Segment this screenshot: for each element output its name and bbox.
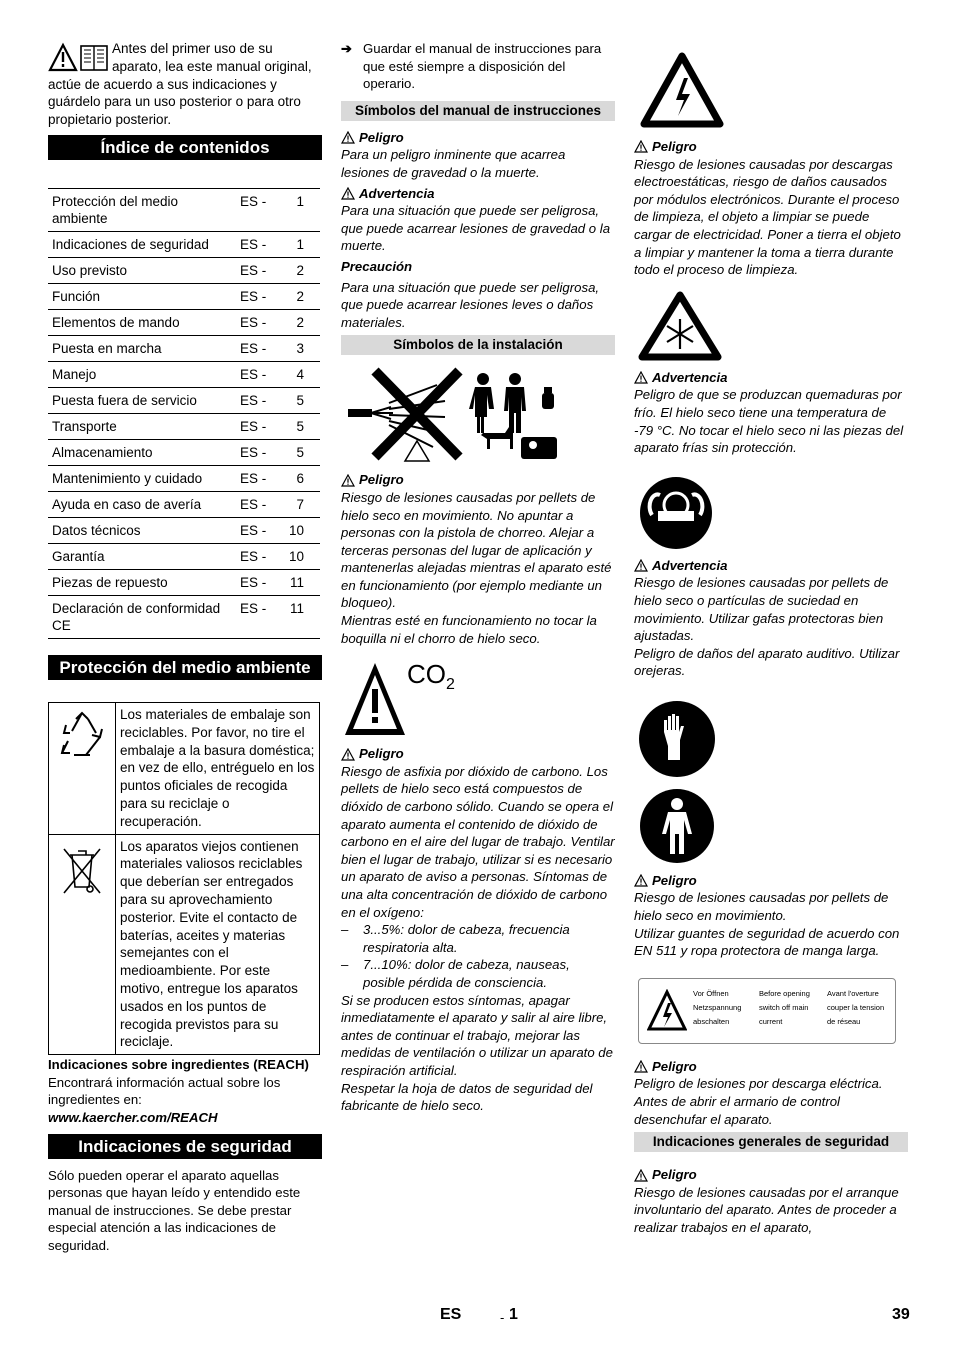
- toc-row[interactable]: [48, 188, 320, 231]
- env-heading: Protección del medio ambiente: [48, 655, 322, 680]
- control-cabinet-label: [638, 978, 896, 1044]
- toc-entry-code: ES -: [240, 188, 282, 231]
- recycle-icon: [49, 702, 116, 834]
- toc-entry-code: ES -: [240, 283, 282, 309]
- toc-entry-page: 1: [282, 231, 320, 257]
- toc-heading: Índice de contenidos: [48, 135, 322, 160]
- toc-entry-label: Datos técnicos: [48, 517, 240, 543]
- toc-entry-code: ES -: [240, 595, 282, 638]
- advertencia-heading-1: [341, 185, 615, 203]
- warning-triangle-icon: [341, 131, 355, 144]
- electrostatic-text: Riesgo de lesiones causadas por descargas electroestáticas, riesgo de daños causados por módulos electrónicos. Durante el proceso de limpieza, el objeto a limpiar se puede cargar de electricidad. Poner a tierra el objeto a limpiar y mantener la toma a tierra durante todo el proceso de limpieza.: [634, 156, 901, 278]
- advertencia-label: Advertencia: [359, 185, 435, 201]
- peligro-heading-2: [341, 471, 615, 489]
- warning-triangle-icon: [634, 371, 648, 384]
- label-en: Before opening switch off main current: [759, 988, 810, 1026]
- toc-row[interactable]: [48, 335, 320, 361]
- gloves-text-2: Utilizar guantes de seguridad de acuerdo con EN 511 y ropa protectora de manga larga.: [634, 925, 900, 959]
- peligro-label: Peligro: [652, 872, 697, 888]
- toc-entry-page: 11: [282, 595, 320, 638]
- toc-entry-page: 7: [282, 491, 320, 517]
- warning-triangle-icon: [634, 1169, 648, 1182]
- label-fr: Avant l'overture couper la tension de réseau: [827, 988, 885, 1026]
- toc-row[interactable]: [48, 413, 320, 439]
- env-row-old-devices: [49, 834, 320, 1055]
- env-row-recycle: [49, 702, 320, 834]
- toc-entry-code: ES -: [240, 257, 282, 283]
- toc-entry-label: Garantía: [48, 543, 240, 569]
- precaucion-heading: [341, 258, 615, 276]
- advertencia-heading-3: [634, 557, 908, 575]
- peligro-label: Peligro: [652, 139, 697, 154]
- toc-row[interactable]: [48, 257, 320, 283]
- toc-entry-label: Ayuda en caso de avería: [48, 491, 240, 517]
- toc-entry-code: ES -: [240, 413, 282, 439]
- co2-text-3: Respetar la hoja de datos de seguridad del fabricante de hielo seco.: [341, 1080, 593, 1114]
- pellets-text-2: Mientras esté en funcionamiento no tocar la boquilla ni el chorro de hielo seco.: [341, 613, 597, 646]
- safety-text: Sólo pueden operar el aparato aquellas personas que hayan leído y entendido este manual de instrucciones. Se debe prestar especial atención a las indicaciones de seguridad.: [48, 1167, 301, 1253]
- warning-triangle-icon: [634, 140, 648, 153]
- toc-entry-label: Puesta en marcha: [48, 335, 240, 361]
- toc-entry-label: Elementos de mando: [48, 309, 240, 335]
- toc-entry-page: 2: [282, 309, 320, 335]
- reach-text: Encontrará información actual sobre los ingredientes en:: [48, 1074, 281, 1108]
- peligro-label: Peligro: [359, 472, 404, 488]
- toc-entry-code: ES -: [240, 335, 282, 361]
- peligro-heading-5: [634, 872, 908, 890]
- toc-entry-page: 2: [282, 283, 320, 309]
- warning-triangle-icon: [634, 559, 648, 572]
- peligro-label: Peligro: [359, 746, 404, 762]
- gloves-text: Riesgo de lesiones causadas por pellets de hielo seco en movimiento.: [634, 890, 889, 924]
- toc-entry-code: ES -: [240, 465, 282, 491]
- toc-row[interactable]: [48, 569, 320, 595]
- column-left: [48, 40, 322, 1254]
- toc-table: [48, 188, 320, 639]
- toc-entry-label: Piezas de repuesto: [48, 569, 240, 595]
- label-de: Vor Öffnen Netzspannung abschalten: [693, 988, 742, 1026]
- arrow-icon: ➔: [341, 41, 353, 56]
- warning-triangle-icon: [341, 748, 355, 761]
- keep-manual-item: [341, 40, 615, 93]
- toc-entry-label: Función: [48, 283, 240, 309]
- toc-entry-label: Protección del medio ambiente: [48, 188, 240, 231]
- peligro-definition: Para un peligro inminente que acarrea lesiones de gravedad o la muerte.: [341, 147, 566, 180]
- co2-symptom-2: – 7...10%: dolor de cabeza, nauseas, posible pérdida de consciencia.: [341, 957, 570, 990]
- toc-entry-label: Manejo: [48, 361, 240, 387]
- toc-entry-code: ES -: [240, 231, 282, 257]
- co2-warning-icon: [341, 659, 615, 739]
- toc-entry-page: 10: [282, 543, 320, 569]
- warning-manual-icon: [48, 42, 112, 74]
- peligro-heading-3: [341, 745, 615, 763]
- toc-row[interactable]: [48, 387, 320, 413]
- toc-entry-label: Puesta fuera de servicio: [48, 387, 240, 413]
- advertencia-heading-2: [634, 369, 908, 387]
- toc-row[interactable]: [48, 283, 320, 309]
- footer-page-number: 39: [892, 1306, 910, 1323]
- toc-entry-code: ES -: [240, 439, 282, 465]
- toc-entry-code: ES -: [240, 361, 282, 387]
- env-recycle-text: Los materiales de embalaje son reciclables. Por favor, no tire el embalaje a la basura doméstica; en vez de ello, entréguelo en los puntos oficiales de recogida para su reciclaje o recuperación.: [116, 702, 320, 834]
- goggles-text-2: Peligro de daños del aparato auditivo. Utilizar orejeras.: [634, 645, 900, 679]
- warning-triangle-icon: [634, 1060, 648, 1073]
- toc-row[interactable]: [48, 543, 320, 569]
- peligro-heading-1: [341, 129, 615, 147]
- column-right: [634, 40, 908, 1237]
- peligro-label: Peligro: [652, 1167, 697, 1183]
- advertencia-label: Advertencia: [652, 557, 728, 573]
- toc-entry-label: Transporte: [48, 413, 240, 439]
- protective-suit-icon: [638, 788, 908, 864]
- high-voltage-icon: [647, 989, 687, 1033]
- peligro-heading-7: [634, 1166, 908, 1184]
- toc-row[interactable]: [48, 439, 320, 465]
- reach-heading: Indicaciones sobre ingredientes (REACH): [48, 1057, 309, 1073]
- toc-entry-page: 5: [282, 413, 320, 439]
- general-safety-heading: Indicaciones generales de seguridad: [634, 1132, 908, 1152]
- toc-entry-label: Declaración de conformidad CE: [48, 595, 240, 638]
- toc-entry-label: Indicaciones de seguridad: [48, 231, 240, 257]
- co2-label: $CO_2$: [407, 659, 455, 694]
- precaucion-definition: Para una situación que puede ser peligrosa, que puede acarrear lesiones leves o daños materiales.: [341, 279, 600, 330]
- warning-triangle-icon: [341, 187, 355, 200]
- toc-entry-code: ES -: [240, 491, 282, 517]
- precaucion-label: Precaución: [341, 258, 413, 274]
- toc-entry-label: Uso previsto: [48, 257, 240, 283]
- install-symbols-heading: Símbolos de la instalación: [341, 335, 615, 355]
- toc-entry-label: Mantenimiento y cuidado: [48, 465, 240, 491]
- symbols-heading: Símbolos del manual de instrucciones: [341, 101, 615, 121]
- toc-entry-page: 10: [282, 517, 320, 543]
- footer-separator: -: [500, 1310, 505, 1325]
- toc-entry-page: 4: [282, 361, 320, 387]
- peligro-heading-4: [634, 138, 908, 156]
- env-old-text: Los aparatos viejos contienen materiales valiosos reciclables que deberían ser entregados para su aprovechamiento posterior. Evite el contacto de baterías, aceites y materias semejantes con el medioambiente. Por este motivo, entregue los aparatos usados en los puntos de recogida previstos para su reciclaje.: [116, 834, 320, 1055]
- toc-entry-page: 3: [282, 335, 320, 361]
- no-spray-people-icon: [341, 367, 615, 463]
- toc-row[interactable]: [48, 595, 320, 638]
- footer-section-number: 1: [509, 1306, 518, 1323]
- toc-entry-page: 1: [282, 188, 320, 231]
- shock-text: Peligro de lesiones por descarga eléctrica. Antes de abrir el armario de control desenchufar el aparato.: [634, 1076, 883, 1127]
- toc-row[interactable]: [48, 309, 320, 335]
- toc-row[interactable]: [48, 231, 320, 257]
- co2-text-2: Si se producen estos síntomas, apagar inmediatamente el aparato y salir al aire libre, antes de continuar el trabajo, mejorar las medidas de ventilación o utilizar un aparato de respiración artificial.: [341, 992, 613, 1078]
- toc-entry-page: 5: [282, 439, 320, 465]
- reach-link[interactable]: www.kaercher.com/REACH: [48, 1109, 218, 1125]
- goggles-text: Riesgo de lesiones causadas por pellets de hielo seco o partículas de suciedad en movimiento. Utilizar gafas protectoras bien ajustadas.: [634, 575, 889, 644]
- goggles-ear-protection-icon: [638, 475, 908, 551]
- gloves-icon: [638, 700, 908, 778]
- cold-warning-icon: [638, 291, 908, 361]
- advertencia-label: Advertencia: [652, 369, 728, 385]
- toc-row[interactable]: [48, 491, 320, 517]
- toc-entry-page: 6: [282, 465, 320, 491]
- warning-triangle-icon: [634, 874, 648, 887]
- co2-symptom-1: – 3...5%: dolor de cabeza, frecuencia respiratoria alta.: [341, 922, 570, 955]
- crossed-bin-icon: [49, 834, 116, 1055]
- toc-row[interactable]: [48, 465, 320, 491]
- general-text: Riesgo de lesiones causadas por el arranque involuntario del aparato. Antes de proceder a realizar trabajos en el aparato,: [634, 1184, 899, 1235]
- cold-text: Peligro de que se produzcan quemaduras por frío. El hielo seco tiene una temperatura de -79 °C. No tocar el hielo seco ni las piezas del aparato frías sin protección.: [634, 387, 904, 456]
- toc-entry-code: ES -: [240, 309, 282, 335]
- toc-row[interactable]: [48, 517, 320, 543]
- intro-text: Antes del primer uso de su aparato, lea este manual original, actúe de acuerdo a sus indicaciones y guárdelo para un uso posterior o para otro propietario posterior.: [48, 41, 312, 128]
- toc-entry-code: ES -: [240, 543, 282, 569]
- intro-block: [48, 40, 322, 129]
- toc-entry-code: ES -: [240, 569, 282, 595]
- column-middle: [341, 40, 615, 1115]
- high-voltage-icon: [640, 52, 908, 128]
- keep-manual-text: Guardar el manual de instrucciones para que esté siempre a disposición del operario.: [363, 41, 602, 92]
- advertencia-definition: Para una situación que puede ser peligrosa, que puede acarrear lesiones de gravedad o la muerte.: [341, 203, 611, 254]
- safety-heading: Indicaciones de seguridad: [48, 1134, 322, 1159]
- env-table: [48, 702, 320, 1055]
- toc-entry-code: ES -: [240, 387, 282, 413]
- peligro-label: Peligro: [652, 1058, 697, 1074]
- toc-entry-page: 2: [282, 257, 320, 283]
- warning-triangle-icon: [341, 474, 355, 487]
- peligro-heading-6: [634, 1058, 908, 1076]
- peligro-label: Peligro: [359, 129, 404, 145]
- toc-entry-page: 5: [282, 387, 320, 413]
- toc-entry-code: ES -: [240, 517, 282, 543]
- pellets-text: Riesgo de lesiones causadas por pellets de hielo seco en movimiento. No apuntar a personas con la pistola de chorreo. Alejar a terceras personas del lugar de aplicación y mantenerlas alejadas mientras el aparato esté en funcionamiento (por ejemplo mediante un bloqueo).: [341, 489, 612, 611]
- co2-text: Riesgo de asfixia por dióxido de carbono. Los pellets de hielo seco está compuestos de dióxido de carbono sólido. Cuando se opera el aparato aumenta el contenido de dióxido de carbono en el aire del lugar de trabajo. Ventilar bien el lugar de trabajo, utilizar si es necesario un aparato de aviso a personas. Síntomas de una alta concentración de dióxido de carbono en el oxígeno:: [341, 763, 615, 920]
- toc-entry-label: Almacenamiento: [48, 439, 240, 465]
- toc-entry-page: 11: [282, 569, 320, 595]
- footer-lang: ES: [440, 1306, 462, 1323]
- toc-row[interactable]: [48, 361, 320, 387]
